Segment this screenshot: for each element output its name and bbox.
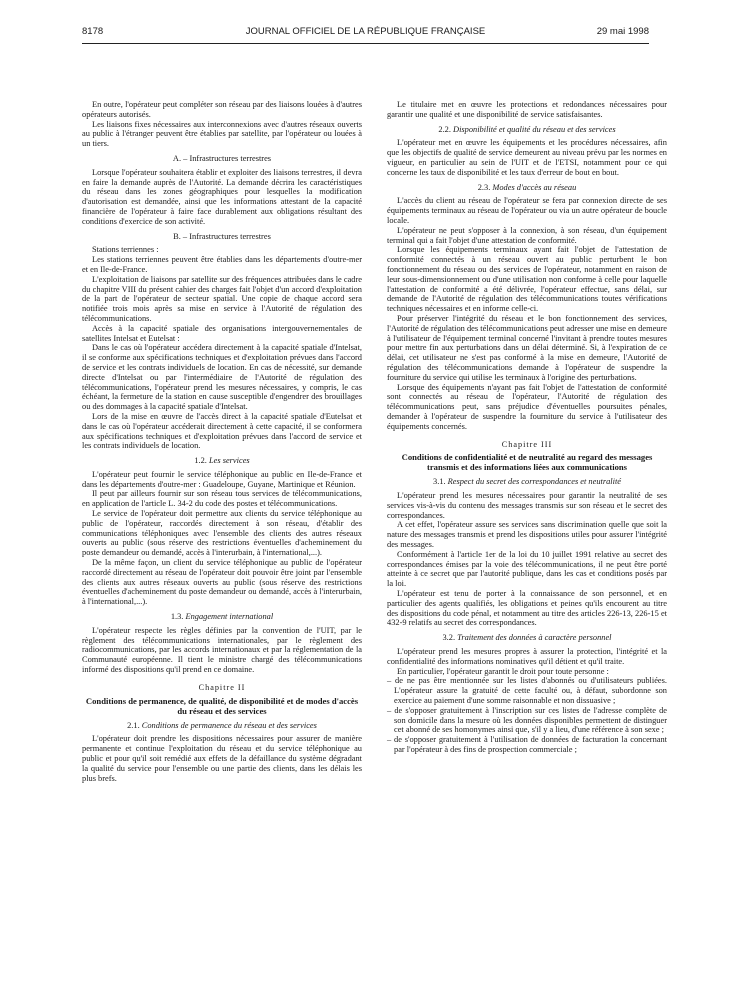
chapter-title: Conditions de confidentialité et de neutralité au regard des messages transmis et des informations liées aux communications <box>401 452 653 473</box>
section-heading <box>82 456 362 466</box>
paragraph: En particulier, l'opérateur garantit le droit pour toute personne : <box>397 666 609 676</box>
paragraph: L'opérateur peut fournir le service téléphonique au public en Ile-de-France et dans les départements d'outre-mer : Guadeloupe, Guyane, Martinique et Réunion. <box>82 469 362 489</box>
section-title: Respect du secret des correspondances et neutralité <box>447 477 621 487</box>
paragraph: L'opérateur est tenu de porter à la connaissance de son personnel, et en particulier des agents qualifiés, les obligations et peines qu'ils encourent au titre des dispositions du code pénal, et notamment au titre des articles 226-13, 226-15 et 432-9 relatifs au secret des correspondances. <box>387 589 667 628</box>
section-number: 3.2. <box>442 633 456 643</box>
section-number: 2.3. <box>477 182 491 192</box>
left-column <box>82 100 362 783</box>
section-title: Engagement international <box>185 612 274 622</box>
section-number: 1.3. <box>170 612 184 622</box>
section-heading <box>82 721 362 731</box>
paragraph: Conformément à l'article 1er de la loi du 10 juillet 1991 relative au secret des correspondances émises par la voie des télécommunications, il ne peut être porté atteinte à ce secret que par l'autorité publique, dans les cas et conditions posés par la loi. <box>387 549 667 589</box>
paragraph: L'opérateur ne peut s'opposer à la connexion, à son réseau, d'un équipement terminal qui a fait l'objet d'une attestation de conformité. <box>387 225 667 245</box>
chapter-title: Conditions de permanence, de qualité, de disponibilité et de modes d'accès du réseau et des services <box>85 695 359 716</box>
page-number: 8178 <box>82 26 104 37</box>
section-number: 3.1. <box>433 477 446 487</box>
section-title: Conditions de permanence du réseau et des services <box>141 720 317 730</box>
section-title: Disponibilité et qualité du réseau et des services <box>453 124 616 134</box>
subsection-heading: B. – Infrastructures terrestres <box>173 231 271 241</box>
paragraph: L'opérateur prend les mesures nécessaires pour garantir la neutralité de ses services vis-à-vis du contenu des messages transmis sur son réseau et le secret des correspondances. <box>387 491 667 520</box>
right-column <box>387 100 667 755</box>
subsection-heading: A. – Infrastructures terrestres <box>172 153 272 163</box>
paragraph: L'exploitation de liaisons par satellite sur des fréquences attribuées dans le cadre du chapitre VIII du présent cahier des charges fait l'objet d'un accord d'exploitation de la part de l'opérateur de secteur spatial. Une copie de chaque accord sera notifiée trois mois après sa mise en service à l'Autorité de régulation des télécommunications. <box>82 274 362 323</box>
paragraph: L'opérateur respecte les règles définies par la convention de l'UIT, par le règlement des télécommunications internationales, par le règlement des radiocommunications, par les accords internationaux et par la réglementation de la Communauté européenne. Il tient le ministre chargé des télécommunications informé des dispositions qu'il prend en ce domaine. <box>82 625 362 675</box>
publication-date: 29 mai 1998 <box>596 26 649 37</box>
section-number: 1.2. <box>194 456 207 466</box>
list-item: – de s'opposer gratuitement à l'inscription sur ces listes de l'adresse complète de son domicile dans la mesure où les données disponibles permettent de distinguer cet abonné de ses homonymes ainsi que, s'il y a lieu, d'une référence à son sexe ; <box>387 705 667 735</box>
journal-title: JOURNAL OFFICIEL DE LA RÉPUBLIQUE FRANÇAISE <box>245 26 486 37</box>
paragraph: L'opérateur doit prendre les dispositions nécessaires pour assurer de manière permanente et continue l'exploitation du réseau et du service téléphonique au public et pour qu'il soit remédié aux effets de la défaillance du système dégradant la qualité du service pour l'ensemble ou une partie des clients, dans les délais les plus brefs. <box>82 734 362 783</box>
header-rule <box>82 43 649 44</box>
paragraph: Lorsque les équipements terminaux ayant fait l'objet de l'attestation de conformité connectés à un réseau ouvert au public perturbent le bon fonctionnement du réseau ou des services de l'opérateur, notamment en raison de leur sous-dimensionnement ou d'une utilisation non conforme à celle pour laquelle l'attestation de conformité a été délivrée, l'opérateur effectue, sans délai, sur demande de l'Autorité de régulation des télécommunications toutes vérifications techniques nécessaires et en informe celle-ci. <box>387 245 667 314</box>
chapter-heading: Chapitre II <box>198 682 246 692</box>
section-title: Traitement des données à caractère personnel <box>457 633 612 643</box>
section-heading <box>387 633 667 643</box>
paragraph: Lorsque l'opérateur souhaitera établir et exploiter des liaisons terrestres, il devra en faire la demande auprès de l'Autorité. La demande décrira les caractéristiques du réseau dans les zones géographiques pour lesquelles la modification d'autorisation est demandée, ainsi que les informations attestant de la capacité financière de l'opérateur à faire face durablement aux obligations résultant des conditions d'exercice de son activité. <box>82 167 362 226</box>
paragraph: En outre, l'opérateur peut compléter son réseau par des liaisons louées à d'autres opérateurs autorisés. <box>82 100 362 119</box>
paragraph: Pour préserver l'intégrité du réseau et le bon fonctionnement des services, l'Autorité de régulation des télécommunications peut adresser une mise en demeure à l'utilisateur de l'équipement terminal concerné l'invitant à prendre toutes mesures pour mettre fin aux perturbations dans un délai déterminé. Si, à l'expiration de ce délai, cet utilisateur ne s'est pas conformé à la mise en demeure, l'Autorité de régulation des télécommunications demande à l'opérateur de suspendre la fourniture du service qui utilise les terminaux à l'origine des perturbations. <box>387 313 667 382</box>
paragraph: Dans le cas où l'opérateur accédera directement à la capacité spatiale d'Intelsat, il se conforme aux spécifications techniques et d'exploitation prévues dans l'accord de service et les contrats individuels de location. En cas de nécessité, sur demande directe d'Intelsat ou par l'intermédiaire de l'Autorité de régulation des télécommunications, l'opérateur prend les mesures nécessaires, y compris, le cas échéant, la fermeture de la station en cause susceptible d'engendrer des brouillages ou des dommages à la capacité spatiale d'Intelsat. <box>82 343 362 412</box>
paragraph: L'opérateur met en œuvre les équipements et les procédures nécessaires, afin que les objectifs de qualité de service demeurent au niveau prévu par les normes en vigueur, en particulier au sein de l'UIT et de l'ETSI, notamment pour ce qui concerne les taux de disponibilité et les taux d'erreur de bout en bout. <box>387 138 667 177</box>
paragraph: Lors de la mise en œuvre de l'accès direct à la capacité spatiale d'Eutelsat et dans le cas où l'opérateur accéderait directement à cette capacité, il se conformera aux spécifications techniques et d'exploitation prévues dans l'accord de service et les contrats individuels de location. <box>82 411 362 451</box>
chapter-heading: Chapitre III <box>501 439 553 449</box>
section-heading <box>82 612 362 622</box>
paragraph: Les stations terriennes peuvent être établies dans les départements d'outre-mer et en Ile-de-France. <box>82 255 362 274</box>
paragraph: Les liaisons fixes nécessaires aux interconnexions avec d'autres réseaux ouverts au public à l'étranger peuvent être établies par satellite, par l'opérateur ou louées à un tiers. <box>82 119 362 149</box>
paragraph: Le service de l'opérateur doit permettre aux clients du service téléphonique au public de l'opérateur, raccordés directement à son réseau, d'établir des communications téléphoniques avec l'ensemble des clients des autres réseaux ouverts au public (sous réserve des restrictions éventuelles d'acheminement du poste demandeur ou demandé, accès à l'interurbain, à l'international,...). <box>82 509 362 558</box>
page-header <box>82 26 649 40</box>
paragraph: Stations terriennes : <box>92 245 159 255</box>
paragraph: Accès à la capacité spatiale des organisations intergouvernementales de satellites Intelsat et Eutelsat : <box>82 323 362 343</box>
paragraph: A cet effet, l'opérateur assure ses services sans discrimination quelle que soit la nature des messages transmis et prend les dispositions utiles pour assurer l'intégrité des messages. <box>387 520 667 550</box>
section-heading <box>387 125 667 135</box>
section-title: Modes d'accès au réseau <box>492 182 577 192</box>
section-heading <box>387 183 667 193</box>
paragraph: L'accès du client au réseau de l'opérateur se fera par connexion directe de ses équipements terminaux au réseau de l'opérateur ou via un autre opérateur de boucle locale. <box>387 196 667 225</box>
paragraph: De la même façon, un client du service téléphonique au public de l'opérateur raccordé directement au réseau de l'opérateur doit pouvoir être joint par l'ensemble des clients aux autres réseaux ouverts au public (sous réserve des restrictions éventuelles d'acheminement du poste demandeur ou demandé, accès à l'interurbain, à l'international,...). <box>82 558 362 607</box>
list-item: – de ne pas être mentionnée sur les listes d'abonnés ou d'utilisateurs publiées. L'opérateur assure la gratuité de cette faculté ou, à défaut, subordonne son exercice au paiement d'une somme raisonnable et non dissuasive ; <box>387 676 667 706</box>
paragraph: Lorsque des équipements n'ayant pas fait l'objet de l'attestation de conformité sont connectés au réseau de l'opérateur, l'Autorité de régulation des télécommunications peut, sans préjudice d'éventuelles poursuites pénales, demander à l'opérateur de suspendre la fourniture du service à l'utilisateur des équipements concernés. <box>387 382 667 431</box>
paragraph: Le titulaire met en œuvre les protections et redondances nécessaires pour garantir une qualité et une disponibilité de service satisfaisantes. <box>387 100 667 119</box>
list-item: – de s'opposer gratuitement à l'utilisation de données de facturation la concernant par l'opérateur à des fins de prospection commerciale ; <box>387 735 667 755</box>
section-heading <box>387 477 667 487</box>
paragraph: Il peut par ailleurs fournir sur son réseau tous services de télécommunications, en application de l'article L. 34-2 du code des postes et télécommunications. <box>82 489 362 509</box>
section-number: 2.1. <box>127 720 140 730</box>
section-title: Les services <box>208 456 250 466</box>
section-number: 2.2. <box>438 124 451 134</box>
paragraph: L'opérateur prend les mesures propres à assurer la protection, l'intégrité et la confidentialité des informations nominatives qu'il détient et qu'il traite. <box>387 647 667 666</box>
